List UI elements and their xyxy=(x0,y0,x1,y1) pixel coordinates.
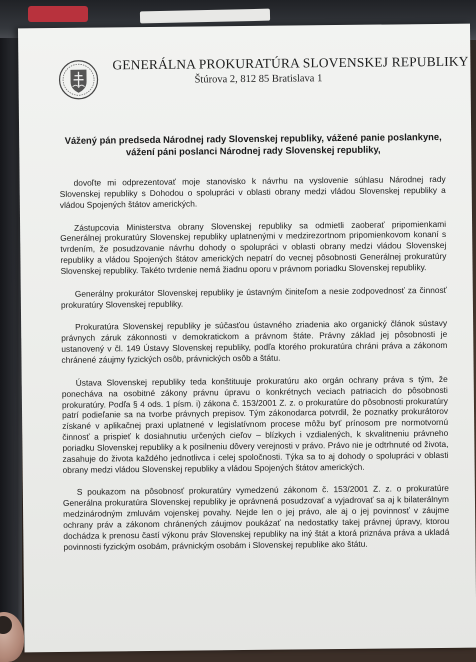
paragraph: Prokuratúra Slovenskej republiky je súčasťou ústavného zriadenia ako organický článok sústavy právnych záruk zákonnosti v demokratickom a právnom štáte. Právny základ jej pôsobnosti je ustanovený v čl. 149 Ústavy Slovenskej republiky, podľa ktorého prokuratúra chráni práva a zákonom chránené záujmy fyzických osôb, právnických osôb a štátu. xyxy=(61,318,448,365)
letter-page xyxy=(18,24,476,653)
paragraph: Zástupcovia Ministerstva obrany Slovenskej republiky sa odmietli zaoberať pripomienkami Generálnej prokuratúry Slovenskej republiky uplatnenými v medzirezortnom pripomienkovom konaní s tvrdením, že posudzovanie návrhu dohody o spolupráci v oblasti obrany medzi vládou Slovenskej republiky a vládou Spojených štátov amerických nepatrí do vecnej pôsobnosti Generálnej prokuratúry Slovenskej republiky. Takéto tvrdenie nemá žiadnu oporu v právnom poriadku Slovenskej republiky. xyxy=(60,218,447,276)
coat-of-arms-emblem-icon xyxy=(58,58,98,102)
institution-address: Štúrova 2, 812 85 Bratislava 1 xyxy=(194,73,323,86)
paragraph: Generálny prokurátor Slovenskej republiky je ústavným činiteľom a nesie zodpovednosť za činnosť prokuratúry Slovenskej republiky. xyxy=(60,284,447,310)
letter-body xyxy=(60,174,450,564)
binder-clip xyxy=(140,9,270,24)
letter-salutation: Vážený pán predseda Národnej rady Slovenskej republiky, vážené panie poslankyne, vážení páni poslanci Národnej rady Slovenskej republiky, xyxy=(64,130,442,158)
paragraph: Ústava Slovenskej republiky teda konštituuje prokuratúru ako orgán ochrany práva s tým, že ponecháva na osobitné zákony právnu úpravu o konkrétnych veciach patriacich do pôsobnosti prokuratúry. Podľa § 4 ods. 1 písm. i) zákona č. 153/2001 Z. z. o prokuratúre do pôsobnosti prokuratúry patrí podieľanie sa na tvorbe právnych prepisov. Tým zákonodarca potvrdil, že poznatky prokurátorov získané v aplikačnej praxi uplatnené v legislatívnom procese môžu byť prínosom pre normotvornú činnosť a prispieť k dosiahnutiu určených cieľov – blízkych i vzdialených, k skvalitneniu právneho poriadku Slovenskej republiky a k posilneniu dôvery verejnosti v právo. Právo nie je odtrhnuté od života, zasahuje do života každého jednotlivca i celej spoločnosti. Týka sa to aj dohody o spolupráci v oblasti obrany medzi vládou Slovenskej republiky a vládou Spojených štátov amerických. xyxy=(61,373,449,475)
binder-red-tab xyxy=(28,6,88,22)
paragraph: S poukazom na pôsobnosť prokuratúry vymedzenú zákonom č. 153/2001 Z. z. o prokuratúre Generálna prokuratúra Slovenskej republiky je oprávnená posudzovať a vyjadrovať sa aj k bilaterálnym medzinárodným zmluvám vojenskej povahy. Nejde len o jej právo, ale aj o jej povinnosť v záujme ochrany práv a zákonom chránených záujmov poukázať na nedostatky takej právnej úpravy, ktorou dochádza k prenosu častí výkonu práv Slovenskej republiky na iný štát a ktorá priznáva práva a ukladá povinnosti fyzickým osobám, právnickým osobám i Slovenskej republike ako štátu. xyxy=(62,483,450,552)
institution-name: GENERÁLNA PROKURATÚRA SLOVENSKEJ REPUBLIKY xyxy=(112,53,469,73)
paragraph: dovoľte mi odprezentovať moje stanovisko k návrhu na vyslovenie súhlasu Národnej rady Slovenskej republiky s Dohodou o spolupráci v oblasti obrany medzi vládou Slovenskej republiky a vládou Spojených štátov amerických. xyxy=(59,173,446,210)
